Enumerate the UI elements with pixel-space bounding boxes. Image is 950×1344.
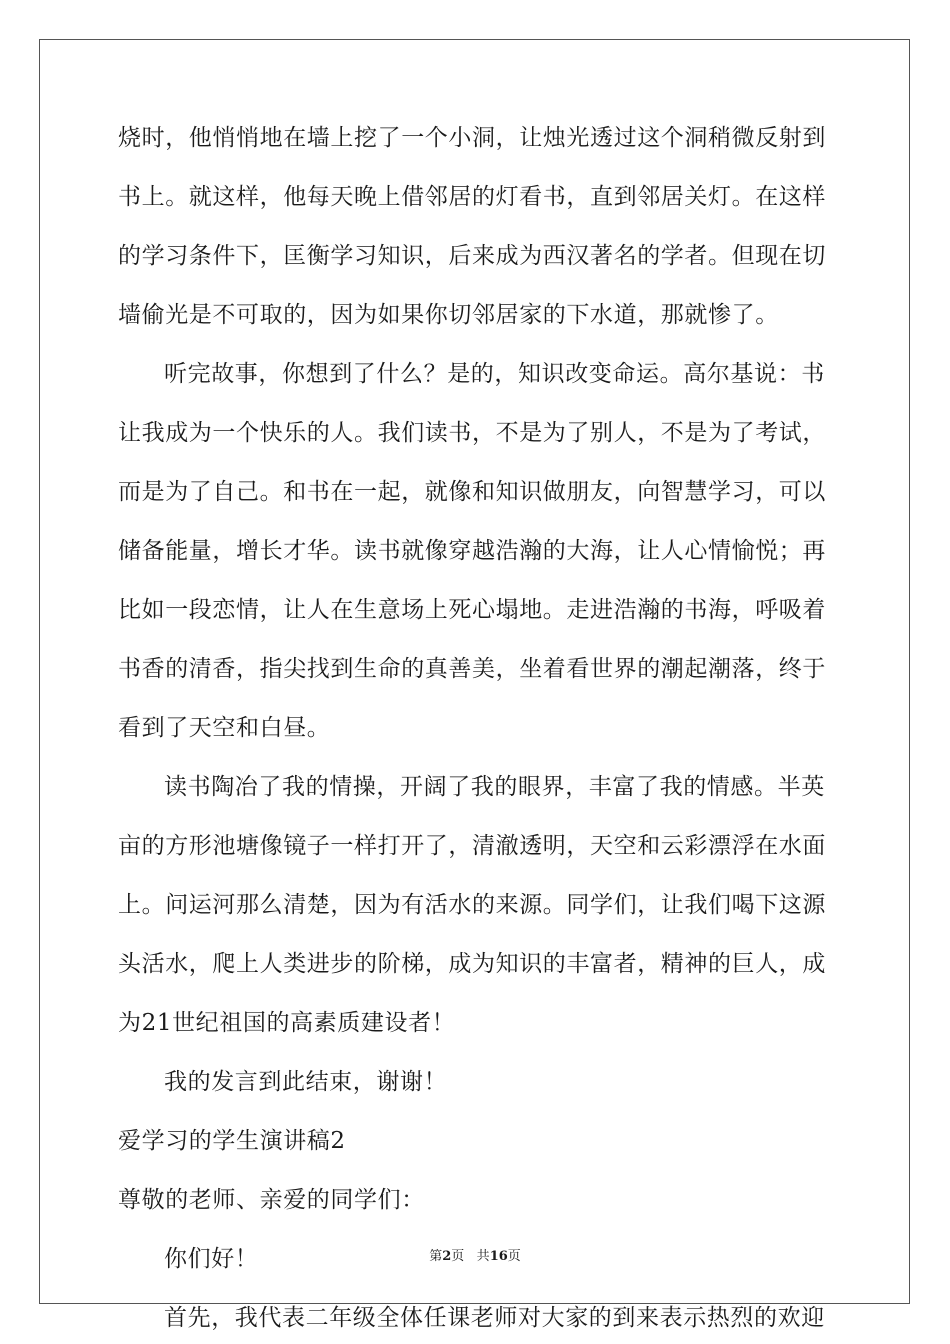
text-line: 看到了天空和白昼。 xyxy=(118,715,331,741)
text-line: 为21世纪祖国的高素质建设者！ xyxy=(118,1010,456,1036)
page-label-prefix: 第 xyxy=(429,1249,443,1264)
total-label-suffix: 页 xyxy=(507,1249,521,1264)
text-line: 头活水，爬上人类进步的阶梯，成为知识的丰富者，精神的巨人，成 xyxy=(118,951,826,977)
text-line: 储备能量，增长才华。读书就像穿越浩瀚的大海，让人心情愉悦；再 xyxy=(118,538,826,564)
text-line: 烧时，他悄悄地在墙上挖了一个小洞，让烛光透过这个洞稍微反射到 xyxy=(118,125,826,151)
paragraph-start-line: 读书陶冶了我的情操，开阔了我的眼界，丰富了我的情感。半英 xyxy=(164,774,825,800)
section-heading: 爱学习的学生演讲稿2 xyxy=(118,1128,346,1154)
text-line: 而是为了自己。和书在一起，就像和知识做朋友，向智慧学习，可以 xyxy=(118,479,826,505)
page-number: 2 xyxy=(442,1249,452,1264)
text-line: 上。问运河那么清楚，因为有活水的来源。同学们，让我们喝下这源 xyxy=(118,892,826,918)
page-footer xyxy=(0,1248,950,1266)
total-pages: 16 xyxy=(489,1249,508,1264)
text-line: 比如一段恋情，让人在生意场上死心塌地。走进浩瀚的书海，呼吸着 xyxy=(118,597,826,623)
page-label-suffix: 页 xyxy=(451,1249,465,1264)
text-line: 让我成为一个快乐的人。我们读书，不是为了别人，不是为了考试， xyxy=(118,420,826,446)
paragraph-start-line: 听完故事，你想到了什么？是的，知识改变命运。高尔基说：书 xyxy=(164,361,825,387)
text-line: 墙偷光是不可取的，因为如果你切邻居家的下水道，那就惨了。 xyxy=(118,302,779,328)
text-line: 亩的方形池塘像镜子一样打开了，清澈透明，天空和云彩漂浮在水面 xyxy=(118,833,826,859)
total-label-prefix: 共 xyxy=(476,1249,490,1264)
salutation: 尊敬的老师、亲爱的同学们： xyxy=(118,1187,425,1213)
greeting: 你们好！ xyxy=(164,1246,259,1272)
text-line: 书香的清香，指尖找到生命的真善美，坐着看世界的潮起潮落，终于 xyxy=(118,656,826,682)
paragraph-start-line: 我的发言到此结束，谢谢！ xyxy=(164,1069,448,1095)
text-line: 的学习条件下，匡衡学习知识，后来成为西汉著名的学者。但现在切 xyxy=(118,243,826,269)
text-line: 书上。就这样，他每天晚上借邻居的灯看书，直到邻居关灯。在这样 xyxy=(118,184,826,210)
paragraph-start-line: 首先，我代表二年级全体任课老师对大家的到来表示热烈的欢迎 xyxy=(164,1305,825,1331)
